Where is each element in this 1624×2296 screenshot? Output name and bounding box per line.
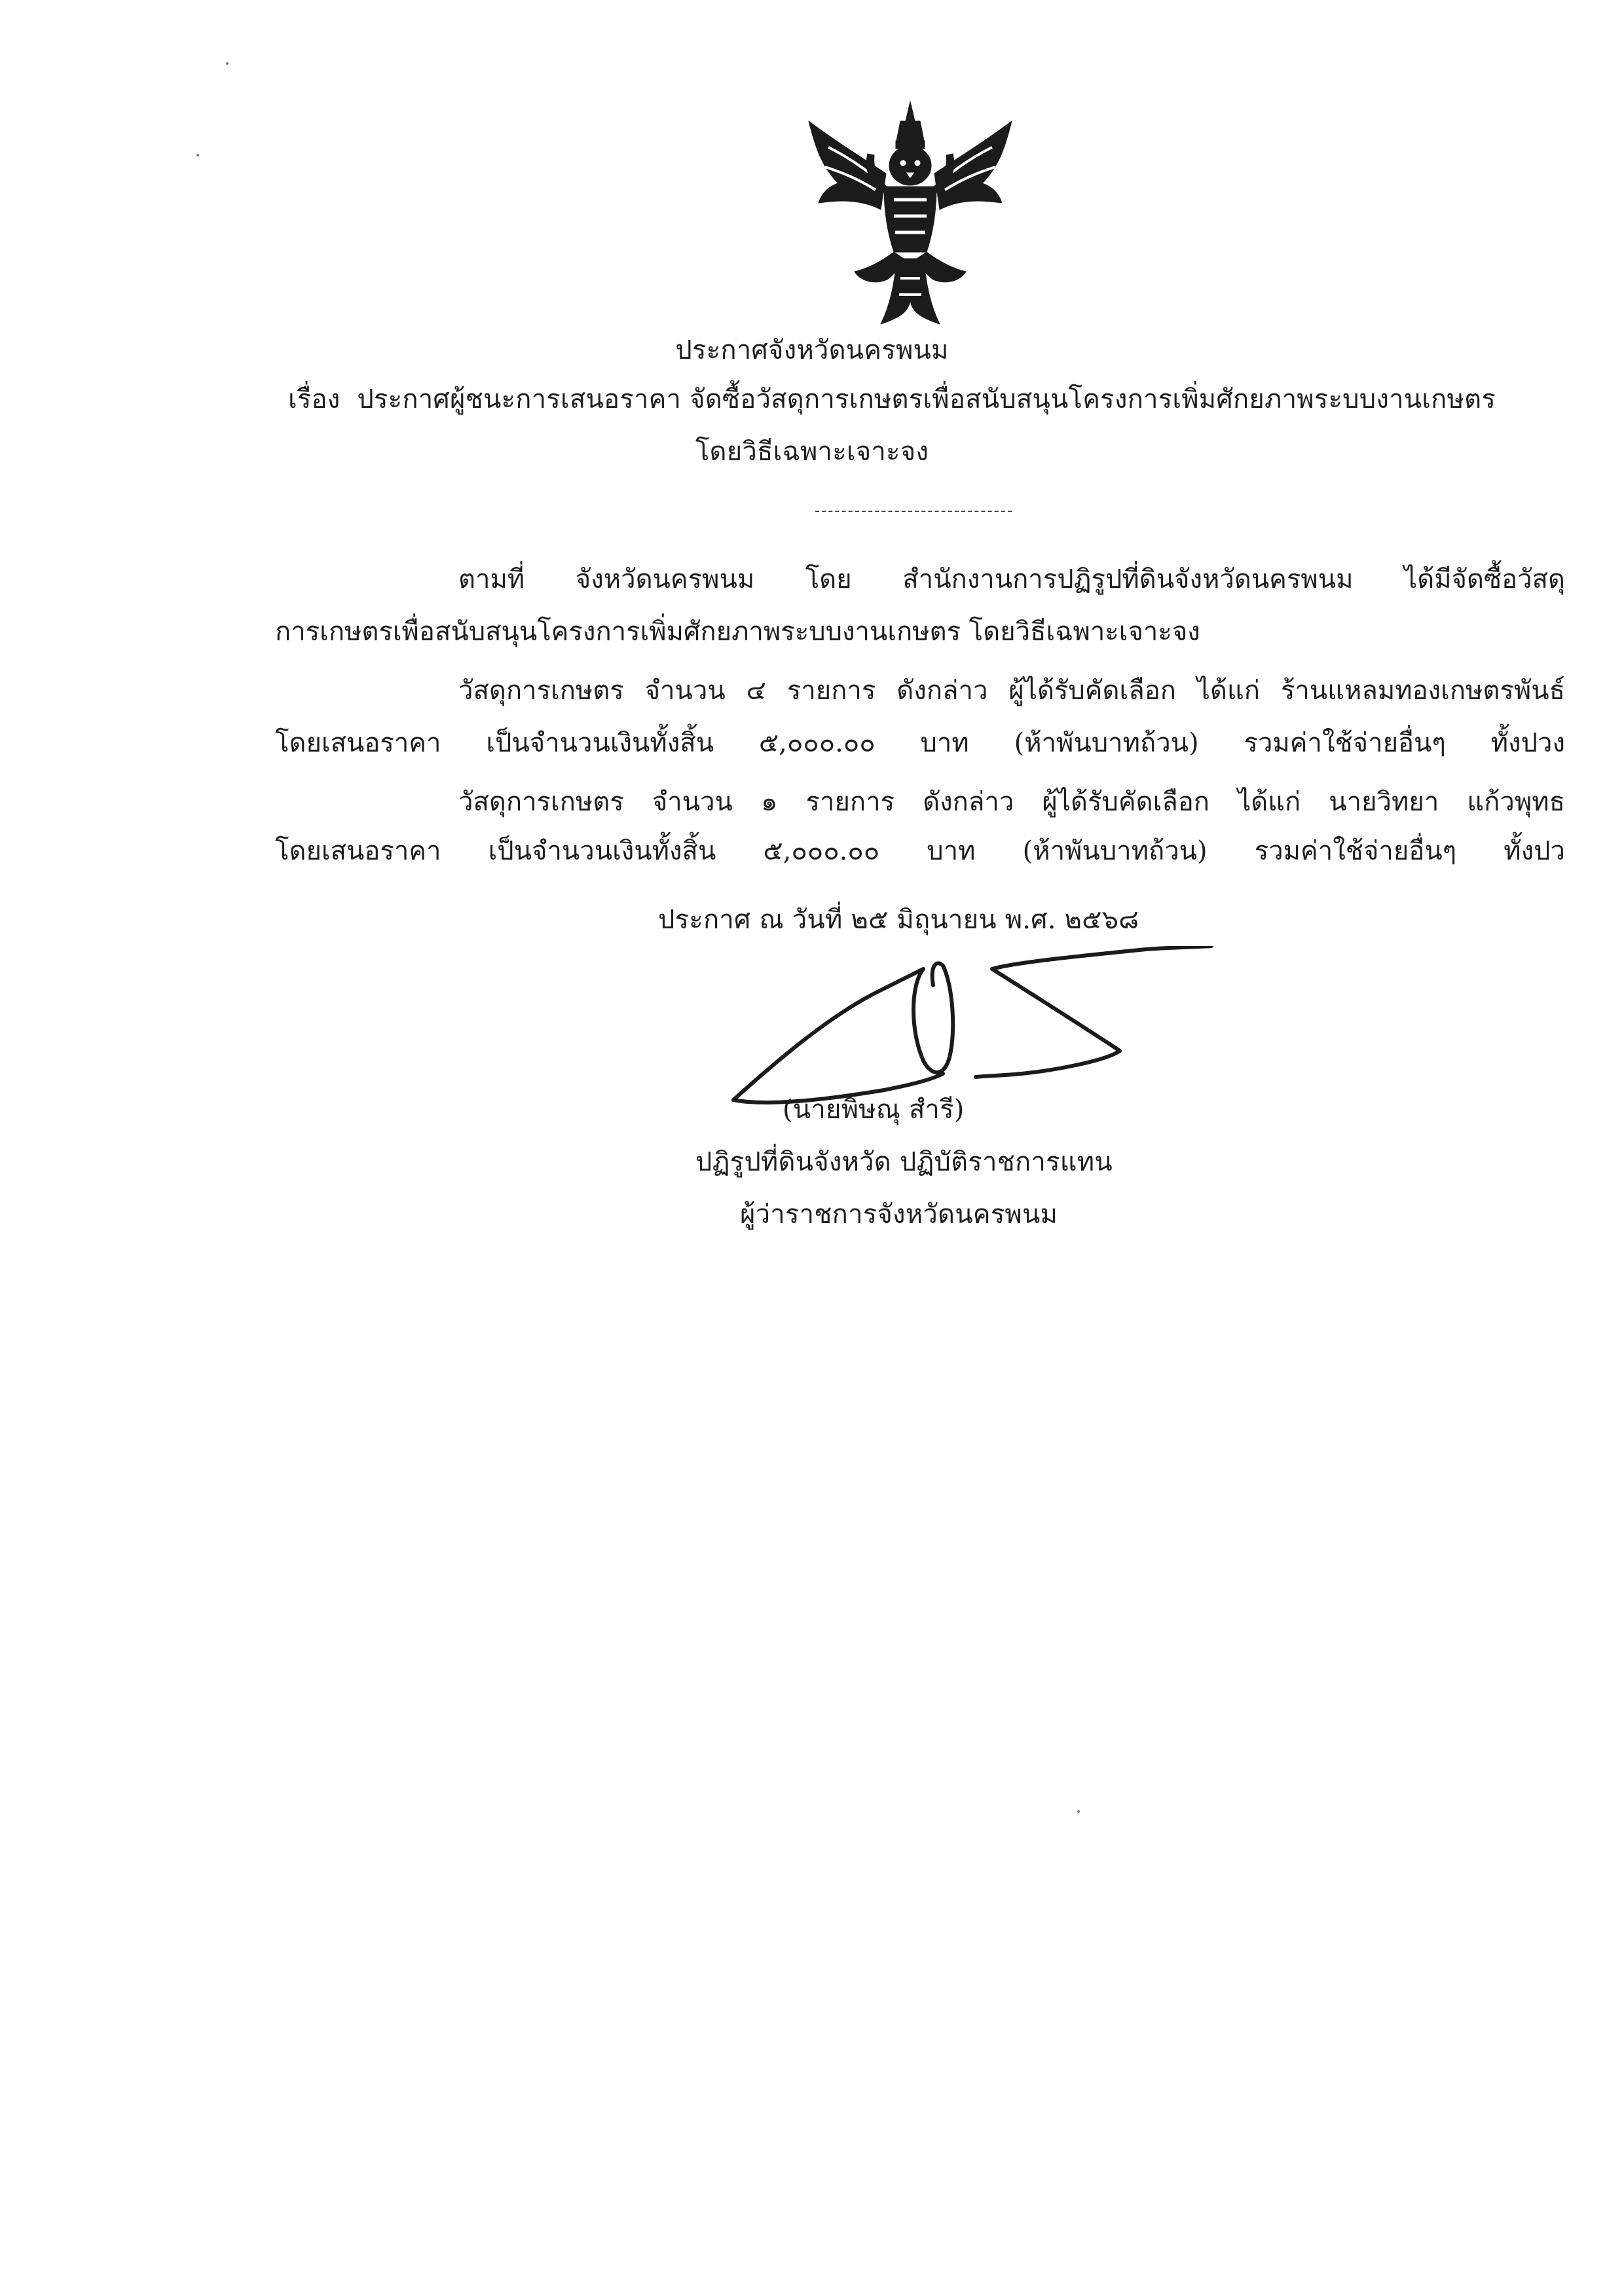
announcement-date: ประกาศ ณ วันที่ ๒๕ มิถุนายน พ.ศ. ๒๕๖๘	[658, 905, 1139, 935]
subject-label: เรื่อง	[288, 384, 341, 414]
garuda-emblem-icon	[802, 95, 1018, 337]
scan-speck	[196, 154, 199, 156]
signer-position-2: ผู้ว่าราชการจังหวัดนครพนม	[740, 1199, 1058, 1230]
paragraph-3-line-1: วัสดุการเกษตร จำนวน ๑ รายการ ดังกล่าว ผู้ได้รับคัดเลือก ได้แก่ นายวิทยา แก้วพุทธ	[458, 787, 1565, 817]
document-title: ประกาศจังหวัดนครพนม	[675, 335, 949, 365]
signer-name: (นายพิษณุ สำรี)	[783, 1095, 965, 1125]
paragraph-2-line-1: วัสดุการเกษตร จำนวน ๔ รายการ ดังกล่าว ผู้ได้รับคัดเลือก ได้แก่ ร้านแหลมทองเกษตรพันธ์	[458, 676, 1565, 706]
signer-position-1: ปฏิรูปที่ดินจังหวัด ปฏิบัติราชการแทน	[695, 1147, 1113, 1177]
separator-line	[815, 511, 1012, 512]
paragraph-2-line-2: โดยเสนอราคา เป็นจำนวนเงินทั้งสิ้น ๕,๐๐๐.๐๐ บาท (ห้าพันบาทถ้วน) รวมค่าใช้จ่ายอื่นๆ ทั้งปวง	[275, 728, 1566, 758]
paragraph-3-line-2: โดยเสนอราคา เป็นจำนวนเงินทั้งสิ้น ๕,๐๐๐.๐๐ บาท (ห้าพันบาทถ้วน) รวมค่าใช้จ่ายอื่นๆ ทั้งปว	[275, 836, 1565, 866]
scan-speck	[1077, 1810, 1080, 1813]
paragraph-1-line-2: การเกษตรเพื่อสนับสนุนโครงการเพิ่มศักยภาพระบบงานเกษตร โดยวิธีเฉพาะเจาะจง	[275, 617, 1200, 647]
subject-line-1	[288, 380, 1496, 419]
subject-line-2: โดยวิธีเฉพาะเจาะจง	[695, 437, 929, 467]
scan-speck	[226, 62, 229, 65]
paragraph-1-line-1: ตามที่ จังหวัดนครพนม โดย สำนักงานการปฏิรูปที่ดินจังหวัดนครพนม ได้มีจัดซื้อวัสดุ	[458, 564, 1565, 594]
subject-text: ประกาศผู้ชนะการเสนอราคา จัดซื้อวัสดุการเกษตรเพื่อสนับสนุนโครงการเพิ่มศักยภาพระบบงานเกษตร	[357, 384, 1496, 414]
